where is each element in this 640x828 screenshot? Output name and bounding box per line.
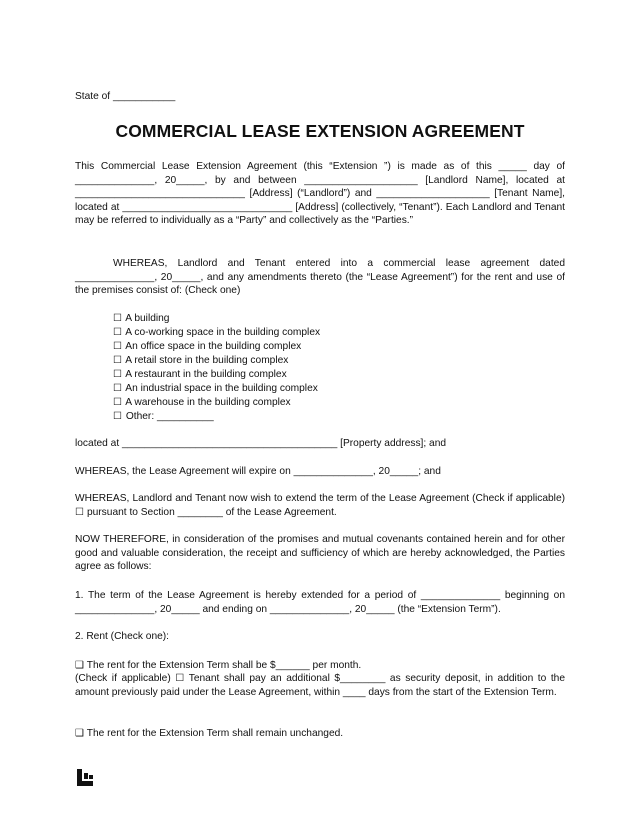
property-location-line: located at ______________________________________ [Property address]; and — [75, 438, 447, 449]
checkbox-icon[interactable]: ☐ — [113, 397, 123, 408]
clause-rent-heading: 2. Rent (Check one): — [75, 631, 169, 642]
checkbox-icon[interactable]: ☐ — [113, 313, 123, 324]
premises-option[interactable]: ☐ A co-working space in the building complex — [113, 327, 321, 338]
whereas-expiry-line: WHEREAS, the Lease Agreement will expire on ______________, 20_____; and — [75, 466, 441, 477]
checkbox-icon[interactable]: ☐ — [113, 327, 123, 338]
checkbox-icon[interactable]: ☐ — [113, 411, 123, 422]
premises-option[interactable]: ☐ An office space in the building complex — [113, 341, 302, 352]
document-title: COMMERCIAL LEASE EXTENSION AGREEMENT — [115, 121, 525, 141]
checkbox-icon[interactable]: ☐ — [113, 383, 123, 394]
intro-paragraph: This Commercial Lease Extension Agreement (this “Extension ”) is made as of this _____ day of ______________, 20_____, by and between ____________________ [Landlord Name], located at ______________________________ [Address] (“Landlord”) and ____________________ [Tenant Name], located at ______________________________ [Address] (collectively, “Tenant”). Each Landlord and Tenant may be referred to individually as a “Party” and collectively as the “Parties.” — [75, 161, 565, 227]
premises-option[interactable]: ☐ Other: __________ — [113, 411, 214, 422]
rent-option-unchanged: ❑ The rent for the Extension Term shall remain unchanged. — [75, 728, 344, 739]
whereas-lease-paragraph: WHEREAS, Landlord and Tenant entered into a commercial lease agreement dated ______________, 20_____, and any amendments thereto (the “Lease Agreement”) for the rent and use of the premises consist of: (Check one) — [75, 258, 565, 297]
premises-option[interactable]: ☐ A building — [113, 313, 170, 324]
premises-option[interactable]: ☐ A restaurant in the building complex — [113, 369, 287, 380]
state-line: State of ___________ — [75, 91, 176, 102]
premises-option[interactable]: ☐ A retail store in the building complex — [113, 355, 289, 366]
rent-option-new-amount: ❑ The rent for the Extension Term shall be $______ per month. — [75, 660, 362, 671]
checkbox-icon[interactable]: ☐ — [113, 341, 123, 352]
premises-checkbox-list — [113, 312, 320, 424]
checkbox-icon[interactable]: ☐ — [113, 369, 123, 380]
premises-option[interactable]: ☐ An industrial space in the building complex — [113, 383, 318, 394]
clause-term-extension: 1. The term of the Lease Agreement is hereby extended for a period of ______________ beginning on ______________, 20_____ and ending on ______________, 20_____ (the “Extension Term”). — [75, 590, 565, 615]
premises-option[interactable]: ☐ A warehouse in the building complex — [113, 397, 291, 408]
checkbox-icon[interactable]: ☐ — [113, 355, 123, 366]
brand-logo-icon — [76, 769, 94, 787]
whereas-extend-paragraph: WHEREAS, Landlord and Tenant now wish to extend the term of the Lease Agreement (Check if applicable) ☐ pursuant to Section ________ of the Lease Agreement. — [75, 493, 565, 518]
rent-option-deposit-note: (Check if applicable) ☐ Tenant shall pay an additional $________ as security deposit, in addition to the amount previously paid under the Lease Agreement, within ____ days from the start of the Extension Term. — [75, 673, 565, 698]
now-therefore-paragraph: NOW THEREFORE, in consideration of the promises and mutual covenants contained herein and for other good and valuable consideration, the receipt and sufficiency of which are hereby acknowledged, the Parties agree as follows: — [75, 534, 565, 573]
